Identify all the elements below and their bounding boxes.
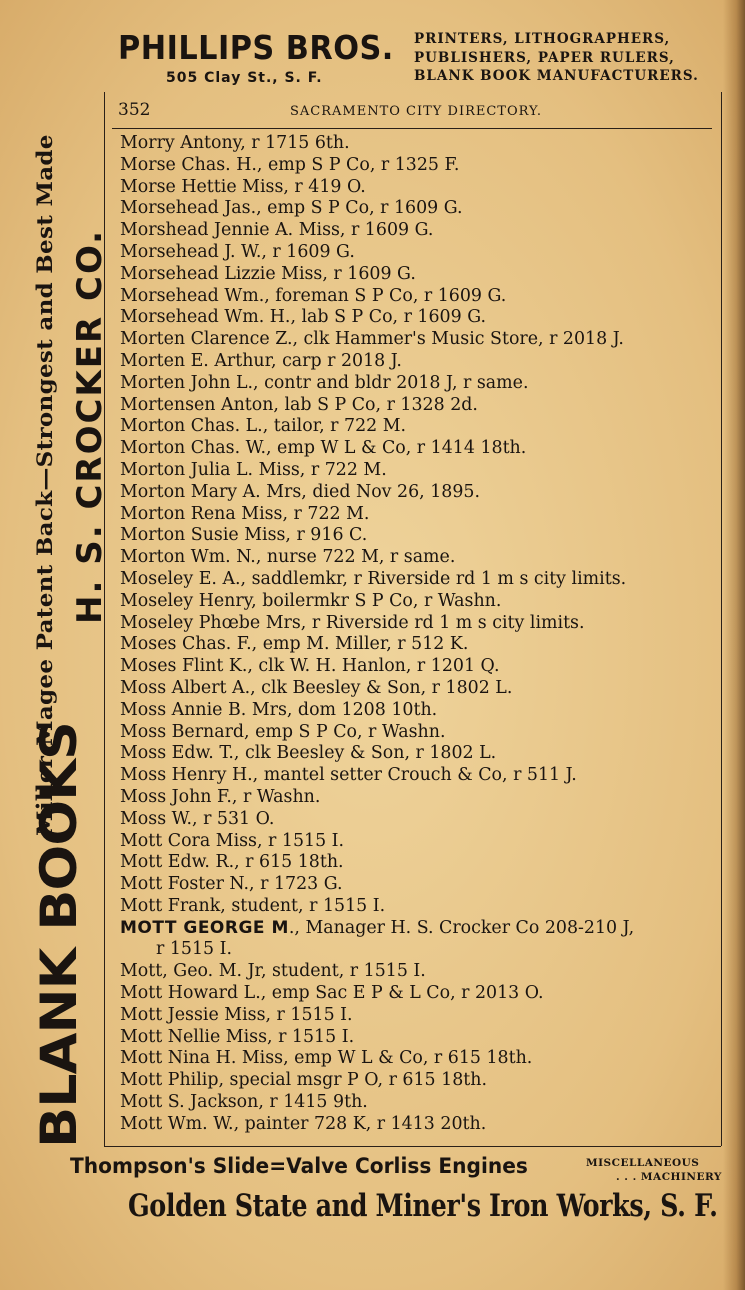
directory-entry: Morton Chas. W., emp W L & Co, r 1414 18th. — [120, 438, 527, 459]
directory-entry: Mott Wm. W., painter 728 K, r 1413 20th. — [120, 1113, 487, 1134]
directory-entry: Moss Albert A., clk Beesley & Son, r 1802 L. — [120, 677, 513, 698]
directory-entry: Morton Rena Miss, r 722 M. — [120, 503, 370, 524]
page-edge-shadow — [723, 0, 745, 1290]
directory-entry: Morton Chas. L., tailor, r 722 M. — [120, 416, 407, 437]
ad-company-address: 505 Clay St., S. F. — [166, 70, 323, 86]
directory-entry-bold — [120, 918, 720, 940]
page-header — [118, 100, 714, 124]
header-rule — [112, 128, 712, 129]
directory-entry: Mott Cora Miss, r 1515 I. — [120, 830, 345, 851]
directory-entry: Moss W., r 531 O. — [120, 808, 275, 829]
directory-entry: Mott Nina H. Miss, emp W L & Co, r 615 18th. — [120, 1048, 533, 1069]
directory-entry: Morshead Jennie A. Miss, r 1609 G. — [120, 220, 434, 241]
bold-entry-name: MOTT GEORGE M — [120, 917, 289, 938]
directory-entry: Mortensen Anton, lab S P Co, r 1328 2d. — [120, 394, 478, 415]
directory-entry: Mott Jessie Miss, r 1515 I. — [120, 1004, 353, 1025]
directory-entry: Morsehead Jas., emp S P Co, r 1609 G. — [120, 198, 463, 219]
directory-entry: Moss John F., r Washn. — [120, 786, 321, 807]
footer-rule — [104, 1146, 721, 1147]
directory-entry: Mott Howard L., emp Sac E P & L Co, r 2013 O. — [120, 983, 544, 1004]
directory-entry: Morton Mary A. Mrs, died Nov 26, 1895. — [120, 481, 480, 502]
ad-golden-state-iron-works: Golden State and Miner's Iron Works, S. F. — [128, 1188, 718, 1224]
directory-entry: Morse Hettie Miss, r 419 O. — [120, 176, 366, 197]
directory-entry: Mott Philip, special msgr P O, r 615 18th. — [120, 1070, 487, 1091]
directory-entry: Morry Antony, r 1715 6th. — [120, 133, 350, 153]
ad-service-line: BLANK BOOK MANUFACTURERS. — [414, 68, 699, 84]
bold-entry-rest: ., Manager H. S. Crocker Co 208-210 J, — [288, 917, 635, 938]
directory-entry: Morten John L., contr and bldr 2018 J, r same. — [120, 372, 529, 393]
directory-entry: Morten Clarence Z., clk Hammer's Music Store, r 2018 J. — [120, 329, 624, 350]
ad-misc-line: MISCELLANEOUS — [586, 1157, 700, 1169]
directory-entry: Moseley Henry, boilermkr S P Co, r Washn. — [120, 590, 502, 611]
directory-entry: Moseley Phœbe Mrs, r Riverside rd 1 m s city limits. — [120, 612, 585, 633]
directory-entry: Mott Edw. R., r 615 18th. — [120, 852, 344, 873]
directory-entry: Morten E. Arthur, carp r 2018 J. — [120, 350, 402, 371]
ad-machinery-line: . . . MACHINERY — [616, 1171, 722, 1183]
directory-entry: Morsehead Lizzie Miss, r 1609 G. — [120, 263, 416, 284]
ad-miller-magee: Miller-Magee Patent Back—Strongest and Best Made — [32, 134, 58, 836]
directory-entry: Morse Chas. H., emp S P Co, r 1325 F. — [120, 154, 460, 175]
ad-thompson-engines: Thompson's Slide=Valve Corliss Engines — [70, 1154, 528, 1178]
ad-blank-books: BLANK BOOKS — [30, 722, 88, 1148]
directory-entry: Moss Henry H., mantel setter Crouch & Co, r 511 J. — [120, 765, 577, 786]
directory-entry: Morsehead J. W., r 1609 G. — [120, 241, 355, 262]
directory-entry: Morsehead Wm. H., lab S P Co, r 1609 G. — [120, 307, 487, 328]
directory-entry: Mott, Geo. M. Jr, student, r 1515 I. — [120, 961, 426, 982]
top-advertisement — [118, 24, 718, 94]
directory-entry: Morton Wm. N., nurse 722 M, r same. — [120, 547, 456, 568]
ad-service-line: PUBLISHERS, PAPER RULERS, — [414, 49, 675, 66]
directory-entry: Moss Bernard, emp S P Co, r Washn. — [120, 721, 446, 742]
directory-entry: Mott Foster N., r 1723 G. — [120, 874, 343, 895]
directory-entry: Moses Chas. F., emp M. Miller, r 512 K. — [120, 634, 469, 655]
ad-service-line: PRINTERS, LITHOGRAPHERS, — [414, 31, 671, 47]
directory-title: SACRAMENTO CITY DIRECTORY. — [290, 104, 543, 119]
directory-entry: Morton Julia L. Miss, r 722 M. — [120, 459, 387, 480]
bottom-advertisement — [70, 1150, 730, 1230]
directory-entry-continuation: r 1515 I. — [156, 939, 233, 960]
ad-company-name: PHILLIPS BROS. — [118, 28, 394, 67]
directory-entry: Moseley E. A., saddlemkr, r Riverside rd 1 m s city limits. — [120, 568, 627, 589]
ad-services-list — [414, 30, 714, 86]
directory-entry: Moss Edw. T., clk Beesley & Son, r 1802 L. — [120, 743, 497, 764]
directory-entries — [120, 133, 720, 1136]
ad-misc-machinery — [586, 1156, 731, 1184]
directory-entry: Mott S. Jackson, r 1415 9th. — [120, 1092, 368, 1113]
directory-entry: Moss Annie B. Mrs, dom 1208 10th. — [120, 699, 438, 720]
directory-entry: Mott Nellie Miss, r 1515 I. — [120, 1026, 355, 1047]
directory-entry: Mott Frank, student, r 1515 I. — [120, 895, 386, 916]
directory-entry: Morsehead Wm., foreman S P Co, r 1609 G. — [120, 285, 507, 306]
directory-entry: Morton Susie Miss, r 916 C. — [120, 525, 368, 546]
ad-crocker: H. S. CROCKER CO. — [70, 228, 110, 624]
page-number: 352 — [118, 100, 151, 120]
directory-entry: Moses Flint K., clk W. H. Hanlon, r 1201 Q. — [120, 656, 500, 677]
side-advertisement — [0, 0, 110, 1290]
